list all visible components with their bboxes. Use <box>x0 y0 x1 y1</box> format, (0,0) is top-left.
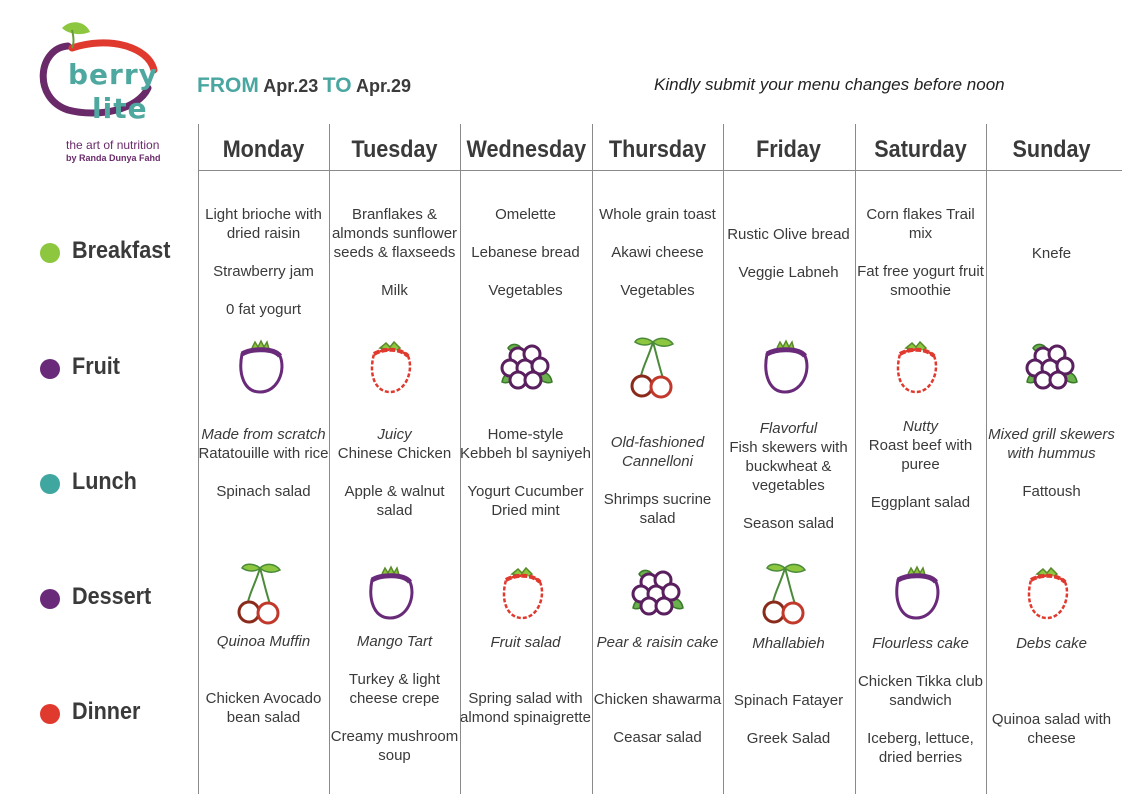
menu-item: Yogurt Cucumber Dried mint <box>467 483 584 519</box>
lunch-dot-icon <box>40 474 60 494</box>
dessert-item: Quinoa Muffin <box>216 633 311 650</box>
spacer <box>198 243 329 262</box>
lunch-intro: Flavorful <box>759 420 818 437</box>
breakfast-cell-monday <box>198 205 329 319</box>
dessert-dot-icon <box>40 589 60 609</box>
lunch-intro: Old-fashioned Cannelloni <box>610 434 705 470</box>
day-header-monday: Monday <box>222 136 305 163</box>
spacer <box>460 463 591 482</box>
dinner-cell-sunday <box>986 710 1117 748</box>
blackberry-icon <box>492 336 562 400</box>
from-label: FROM <box>197 74 259 97</box>
breakfast-cell-sunday <box>986 244 1117 263</box>
dessert-item: Mango Tart <box>356 633 433 650</box>
raspberry-icon <box>360 336 430 400</box>
dinner-cell-wednesday <box>460 689 591 727</box>
menu-item: Corn flakes Trail mix <box>866 206 975 242</box>
header-divider <box>198 170 1122 171</box>
logo-byline: by Randa Dunya Fahd <box>66 153 161 163</box>
menu-item: Lebanese bread <box>471 244 580 261</box>
plum-icon <box>360 562 430 626</box>
menu-item: Ratatouille with rice <box>198 445 329 462</box>
spacer <box>592 224 723 243</box>
menu-item: Apple & walnut salad <box>344 483 445 519</box>
menu-item: Vegetables <box>620 282 695 299</box>
menu-item: Omelette <box>495 206 556 223</box>
meal-label-text: Fruit <box>72 353 120 380</box>
menu-item: Greek Salad <box>746 730 831 747</box>
spacer <box>855 243 986 262</box>
dinner-cell-monday <box>198 689 329 727</box>
submission-notice: Kindly submit your menu changes before noon <box>654 75 1005 94</box>
dessert-cell-friday <box>723 634 854 653</box>
dessert-cell-wednesday <box>460 633 591 652</box>
menu-item: Milk <box>381 282 408 299</box>
spacer <box>723 710 854 729</box>
raspberry-icon <box>886 336 956 400</box>
to-label: TO <box>322 74 352 97</box>
lunch-cell-friday <box>723 419 854 533</box>
dessert-item: Flourless cake <box>872 635 969 652</box>
meal-label-text: Dinner <box>72 698 141 725</box>
menu-item: Fish skewers with buckwheat & vegetables <box>729 439 848 494</box>
cherry-icon <box>623 336 693 400</box>
day-header-wednesday: Wednesday <box>466 136 587 163</box>
menu-item: Akawi cheese <box>611 244 704 261</box>
lunch-intro: Mixed grill skewers with hummus <box>988 426 1115 462</box>
lunch-cell-tuesday <box>329 425 460 520</box>
blackberry-icon <box>1017 336 1087 400</box>
menu-item: Ceasar salad <box>613 729 702 746</box>
menu-item: Roast beef with puree <box>868 437 973 473</box>
spacer <box>329 262 460 281</box>
spacer <box>592 471 723 490</box>
spacer <box>198 463 329 482</box>
cherry-icon <box>230 562 300 626</box>
menu-item: Strawberry jam <box>213 263 314 280</box>
spacer <box>855 710 986 729</box>
brand-logo <box>28 18 178 168</box>
spacer <box>723 244 854 263</box>
breakfast-cell-wednesday <box>460 205 591 300</box>
raspberry-icon <box>1017 562 1087 626</box>
dessert-item: Debs cake <box>1016 635 1087 652</box>
day-header-thursday: Thursday <box>608 136 707 163</box>
menu-item: Season salad <box>743 515 834 532</box>
dinner-dot-icon <box>40 704 60 724</box>
menu-item: Chicken Tikka club sandwich <box>857 673 984 709</box>
menu-item: Branflakes & almonds sunflower seeds & flaxseeds <box>331 206 458 261</box>
lunch-cell-saturday <box>855 417 986 512</box>
dinner-cell-tuesday <box>329 670 460 765</box>
menu-item: Whole grain toast <box>599 206 716 223</box>
logo-tagline: the art of nutrition <box>66 138 160 152</box>
spacer <box>460 262 591 281</box>
spacer <box>198 281 329 300</box>
meal-label-text: Lunch <box>72 468 137 495</box>
dinner-cell-saturday <box>855 672 986 767</box>
lunch-intro: Made from scratch <box>201 426 326 443</box>
from-date: Apr.23 <box>263 76 319 96</box>
menu-item: Fattoush <box>1022 483 1081 500</box>
menu-item: Spring salad with almond spinaigrette <box>460 690 591 726</box>
blackberry-icon <box>623 562 693 626</box>
spacer <box>460 224 591 243</box>
menu-item: Turkey & light cheese crepe <box>348 671 441 707</box>
menu-item: Chinese Chicken <box>337 445 452 462</box>
menu-item: Light brioche with dried raisin <box>205 206 322 242</box>
plum-icon <box>755 336 825 400</box>
dessert-cell-thursday <box>592 633 723 652</box>
dessert-item: Pear & raisin cake <box>596 634 719 651</box>
meal-label-text: Dessert <box>72 583 152 610</box>
spacer <box>592 709 723 728</box>
spacer <box>855 474 986 493</box>
logo-word-berry: berry <box>68 58 158 91</box>
lunch-cell-monday <box>198 425 329 501</box>
breakfast-cell-saturday <box>855 205 986 300</box>
spacer <box>592 262 723 281</box>
menu-item: 0 fat yogurt <box>225 301 302 318</box>
dessert-cell-monday <box>198 632 329 651</box>
logo-word-lite: lite <box>92 92 148 125</box>
dessert-item: Mhallabieh <box>752 635 825 652</box>
dessert-cell-tuesday <box>329 632 460 651</box>
menu-item: Shrimps sucrine salad <box>603 491 712 527</box>
menu-item: Rustic Olive bread <box>727 226 850 243</box>
cherry-icon <box>755 562 825 626</box>
spacer <box>329 708 460 727</box>
menu-item: Creamy mushroom soup <box>330 728 459 764</box>
lunch-cell-wednesday <box>460 425 591 520</box>
dinner-cell-friday <box>723 691 854 748</box>
menu-item: Veggie Labneh <box>738 264 839 281</box>
raspberry-icon <box>492 562 562 626</box>
spacer <box>986 463 1117 482</box>
menu-item: Quinoa salad with cheese <box>991 711 1112 747</box>
lunch-cell-sunday <box>986 425 1117 501</box>
menu-item: Spinach salad <box>216 483 311 500</box>
breakfast-cell-thursday <box>592 205 723 300</box>
dessert-item: Fruit salad <box>490 634 561 651</box>
day-header-friday: Friday <box>756 136 821 163</box>
menu-item: Chicken shawarma <box>593 691 722 708</box>
menu-item: Spinach Fatayer <box>733 692 844 709</box>
breakfast-cell-tuesday <box>329 205 460 300</box>
breakfast-dot-icon <box>40 243 60 263</box>
dinner-cell-thursday <box>592 690 723 747</box>
lunch-intro: Juicy <box>377 426 412 443</box>
to-date: Apr.29 <box>356 76 412 96</box>
date-range <box>197 74 411 98</box>
lunch-intro: Nutty <box>902 418 938 435</box>
meal-label-text: Breakfast <box>72 237 171 264</box>
dessert-cell-sunday <box>986 634 1117 653</box>
menu-item: Fat free yogurt fruit smoothie <box>857 263 984 299</box>
menu-item: Vegetables <box>488 282 563 299</box>
menu-item: Iceberg, lettuce, dried berries <box>867 730 974 766</box>
menu-item: Home-style Kebbeh bl sayniyeh <box>460 426 591 462</box>
day-header-saturday: Saturday <box>874 136 967 163</box>
dessert-cell-saturday <box>855 634 986 653</box>
day-header-tuesday: Tuesday <box>351 136 438 163</box>
menu-item: Knefe <box>1031 245 1072 262</box>
menu-item: Chicken Avocado bean salad <box>205 690 322 726</box>
day-header-sunday: Sunday <box>1012 136 1091 163</box>
lunch-cell-thursday <box>592 433 723 528</box>
breakfast-cell-friday <box>723 225 854 282</box>
menu-item: Eggplant salad <box>870 494 971 511</box>
spacer <box>329 463 460 482</box>
plum-icon <box>230 336 300 400</box>
plum-icon <box>886 562 956 626</box>
spacer <box>723 495 854 514</box>
fruit-dot-icon <box>40 359 60 379</box>
